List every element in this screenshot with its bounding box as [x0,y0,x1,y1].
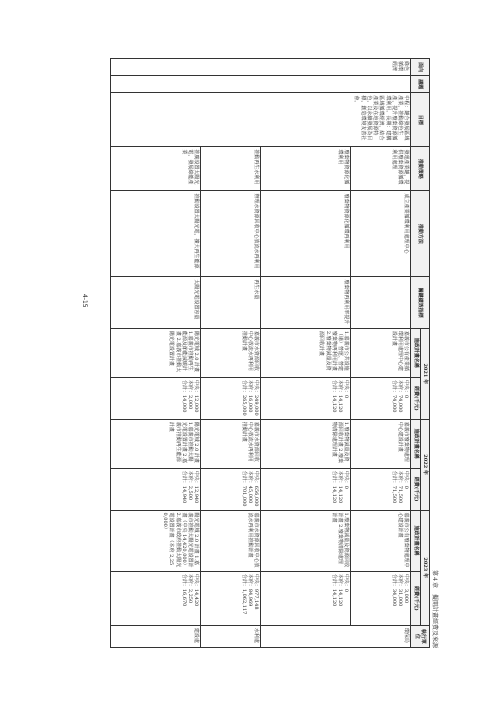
plan-2023-cell: 陽光電城 2.0 計畫 1.嘉義市推動太陽光電設置計畫（中央 14,420,000）2.嘉義市政府推動太陽光電設置計畫（本府 2,250,000） [111,510,201,571]
agency-cell: 建設處 [111,625,201,647]
budget-line: 中央：14,420 [193,573,200,607]
budget-2023-cell [201,571,261,625]
budget-line: 本府：16,000 [247,379,254,413]
plan-2023-cell: 1.廢棄物減量及資源回收計畫 2.廢棄物清除處理計畫 [261,510,351,571]
header-aspect: 面向 [411,59,430,76]
header-goal: 目標 [411,93,430,147]
budget-line: 合計：34,000 [391,573,397,607]
header-kpi: 關鍵績效指標 [411,277,430,329]
method-cell: 成立產業循環利用處理中心 [351,191,411,277]
budget-2022-cell [111,468,201,510]
table-row [351,59,411,648]
header-method: 推動方法 [411,191,430,277]
agency-cell: 環保局 [261,625,411,647]
budget-line: 合計：16,670 [181,573,187,607]
strategy-cell: 推廣設置太陽光電，發展綠能產業 [111,147,201,191]
budget-2021-cell [201,377,261,419]
budget-line: 中央：0 [403,379,410,399]
budget-line: 本府：2,250 [187,573,194,604]
table-row [261,59,351,648]
budget-line: 中央：12,000 [193,379,200,413]
budget-line: 中央：656,000 [253,470,260,507]
budget-line: 中央：0 [343,470,350,489]
budget-line: 合計：701,000 [241,470,247,507]
budget-line: 合計：14,120 [331,470,337,504]
budget-line: 中央：249,000 [253,379,260,416]
header-budget-2023: 經費(千元) [411,571,420,625]
header-agency: 執行單位 [411,625,430,647]
header-year-2021: 2021 年 [420,328,429,419]
header-year-2023: 2023 年 [420,510,429,625]
budget-2023-cell [351,571,411,625]
issue-cell [111,76,411,93]
header-plan-2021: 施政計畫名稱 [411,328,420,377]
method-cell: 辦理水資源回收中心放流水再利用 [201,191,261,277]
budget-line: 本府：71,500 [397,470,404,504]
budget-2022-cell [201,468,261,510]
budget-line: 合計：74,000 [391,379,397,413]
plan-2022-cell: 嘉義市水資源回收中心放流水再利用推動計畫 [201,419,261,468]
budget-line: 合計：14,000 [181,379,187,413]
method-cell: 推動設置太陽光電，擴大再生能源 [111,191,201,277]
budget-line: 中央：3,000 [403,573,410,604]
plan-2022-cell: 1.廢棄物減量及資源回收計畫 2.廢棄物清除處理計畫 [261,419,351,468]
budget-line: 本府：31,000 [397,573,404,607]
header-plan-2022: 施政計畫名稱 [411,419,420,468]
header-plan-2023: 施政計畫名稱 [411,510,420,571]
kpi-cell: 廢棄物再利用率提升 [261,277,351,329]
plan-2021-cell: 嘉義市水資源回收中心放流水再利用推動計畫 [201,328,261,377]
budget-line: 合計：265,000 [241,379,247,416]
goal-cell: 中程：鏈合發展區域產業，推動綠色生產，提升廢棄資源循環利用。長期：建構區域循環經濟，結合產業及在地資源特色，以永續發展為目標，創造環境友善社會。 [111,93,411,147]
budget-line: 本府：74,000 [397,379,404,413]
rotated-page [60,58,440,648]
budget-line: 中央：12,940 [193,470,200,504]
budget-2022-cell [261,468,351,510]
budget-2022-cell [351,468,411,510]
budget-2021-cell [351,377,411,419]
aspect-cell: 綠色循環經濟 [111,59,411,76]
plan-2023-cell: 嘉義市公有廢棄物處理中心建設計畫 [351,510,411,571]
budget-line: 合計：14,120 [331,379,337,413]
budget-line: 合計：14,940 [181,470,187,504]
header-strategy: 推動策略 [411,147,430,191]
budget-line: 本府：14,120 [337,470,344,504]
budget-line: 本府：2,000 [187,379,194,410]
budget-line: 本府：45,000 [247,470,254,504]
budget-line: 合計：1,062,117 [241,573,247,615]
table-row [201,59,261,648]
strategy-cell: 推動再生水利用 [201,147,261,191]
budget-line: 本府：14,120 [337,573,344,607]
strategy-cell: 發運產業鏈，提供廢棄資源循環利用處理 [351,147,411,191]
page-number: 4-15 [81,294,88,308]
header-row-1 [420,59,429,648]
budget-2023-cell [111,571,201,625]
budget-line: 合計：71,500 [391,470,397,504]
plan-2022-cell: 嘉義市廢棄物處理中心建設計畫 [351,419,411,468]
budget-line: 本府：2,500 [187,470,194,501]
budget-line: 本府：14,120 [337,379,344,413]
budget-2021-cell [261,377,351,419]
budget-line: 本府：84,969 [247,573,254,607]
plan-2021-cell: 1.嘉義市公共設施（場）營運、營建廢棄物再利用計畫 2.廢棄物減量及資源回收計畫 [261,328,351,377]
plan-2021-cell: 陽光電城 2.0 計畫 1.嘉義市推動再生能源及節能減碳計畫 2.嘉義市推動太陽光電設置計畫 [111,328,201,377]
page-caption: 第４章 擬開計畫經費及來源 [431,569,438,648]
budget-line: 合計：14,120 [331,573,337,607]
budget-2023-cell [261,571,351,625]
budget-2021-cell [111,377,201,419]
budget-line: 中央：977,148 [253,573,260,610]
budget-line: 中央：0 [403,470,410,489]
kpi-cell: 太陽光電設置容量 [111,277,201,329]
header-year-2022: 2022 年 [420,419,429,510]
budget-table [111,58,431,648]
kpi-cell: 再生水量 [201,277,261,329]
plan-2023-cell: 嘉義市水資源回收中心放流水再利用推動計畫 [201,510,261,571]
table-row [111,59,201,648]
strategy-cell: 廢棄物資源化循環利用 [261,147,351,191]
header-budget-2021: 經費(千元) [411,377,420,419]
plan-2021-cell: 嘉義市公有產業循環利用處理中心建設計畫 [351,328,411,377]
agency-cell: 水利處 [201,625,261,647]
kpi-cell [351,277,411,329]
method-cell: 廢棄物資源化循環再利用 [261,191,351,277]
budget-line: 中央：0 [343,379,350,399]
header-budget-2022: 經費(千元) [411,468,420,510]
header-issue: 議題 [411,76,430,93]
budget-line: 中央：0 [343,573,350,593]
plan-2022-cell: 陽光電城 2.0 計畫 1.嘉義市推動太陽光電設置計畫 2.嘉義市推動再生能源計畫 [111,419,201,468]
